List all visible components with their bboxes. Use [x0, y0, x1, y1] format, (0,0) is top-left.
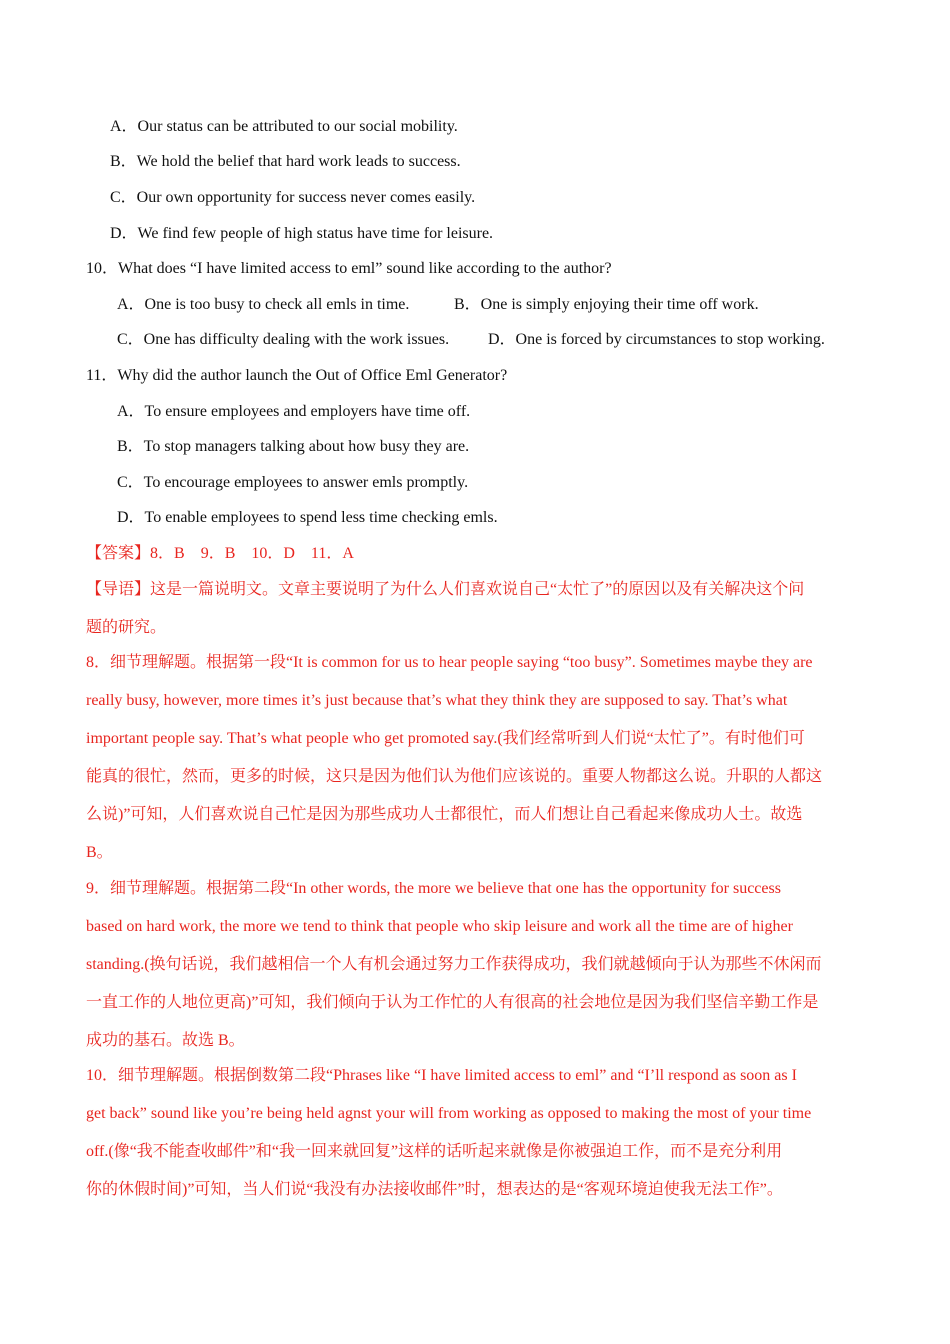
explain9-line: 成功的基石。故选 B。: [86, 1032, 245, 1049]
explain9-line: based on hard work, the more we tend to think that people who skip leisure and work all the time are of higher: [86, 918, 793, 935]
q11-option-c: C．To encourage employees to answer emls promptly.: [117, 474, 469, 491]
q9-option-d: D．We find few people of high status have time for leisure.: [110, 225, 494, 242]
q10-option-d: D．One is forced by circumstances to stop working.: [488, 331, 825, 348]
explain10-line: 你的休假时间)”可知，当人们说“我没有办法接收邮件”时，想表达的是“客观环境迫使我无法工作”。: [86, 1181, 783, 1198]
answer-tag: 【答案】: [86, 545, 151, 562]
explain9-line: 一直工作的人地位更高)”可知，我们倾向于认为工作忙的人有很高的社会地位是因为我们坚信辛勤工作是: [86, 994, 819, 1011]
guide-tag: 【导语】: [86, 581, 151, 598]
q11-stem: 11．Why did the author launch the Out of Office Eml Generator?: [86, 367, 508, 384]
explain8-line: 么说)”可知，人们喜欢说自己忙是因为那些成功人士都很忙，而人们想让自己看起来像成功人士。故选: [86, 806, 803, 823]
q9-option-b: B．We hold the belief that hard work leads to success.: [110, 153, 461, 170]
q11-option-b: B．To stop managers talking about how busy they are.: [117, 438, 470, 455]
q10-option-b: B．One is simply enjoying their time off work.: [454, 296, 759, 313]
q10-option-a: A．One is too busy to check all emls in time.: [117, 296, 410, 313]
explain8-line: 8．细节理解题。根据第一段“It is common for us to hear people saying “too busy”. Sometimes maybe they are: [86, 654, 813, 671]
answer-text: 8．B 9．B 10．D 11．A: [150, 545, 354, 562]
answer-line: [86, 544, 354, 564]
explain8-line: 能真的很忙，然而，更多的时候，这只是因为他们认为他们应该说的。重要人物都这么说。升职的人都这: [86, 768, 823, 785]
explain8-line: B。: [86, 844, 113, 861]
explain9-line: standing.(换句话说，我们越相信一个人有机会通过努力工作获得成功，我们就越倾向于认为那些不休闲而: [86, 956, 822, 973]
q10-option-c: C．One has difficulty dealing with the work issues.: [117, 331, 450, 348]
explain8-line: important people say. That’s what people who get promoted say.(我们经常听到人们说“太忙了”。有时他们可: [86, 730, 805, 747]
guide-line-1: [86, 580, 804, 600]
explain8-line: really busy, however, more times it’s just because that’s what they think they are supposed to say. That’s what: [86, 692, 788, 709]
guide-text: 这是一篇说明文。文章主要说明了为什么人们喜欢说自己“太忙了”的原因以及有关解决这个问: [150, 581, 805, 598]
explain9-line: 9．细节理解题。根据第二段“In other words, the more we believe that one has the opportunity for success: [86, 880, 781, 897]
q11-option-a: A．To ensure employees and employers have time off.: [117, 403, 471, 420]
q9-option-c: C．Our own opportunity for success never comes easily.: [110, 189, 476, 206]
explain10-line: get back” sound like you’re being held agnst your will from working as opposed to making the most of your time: [86, 1105, 812, 1122]
q9-option-a: A．Our status can be attributed to our social mobility.: [110, 118, 458, 135]
q11-option-d: D．To enable employees to spend less time checking emls.: [117, 509, 498, 526]
explain10-line: 10．细节理解题。根据倒数第二段“Phrases like “I have limited access to eml” and “I’ll respond as soon as I: [86, 1067, 797, 1084]
guide-line-2: 题的研究。: [86, 619, 167, 636]
explain10-line: off.(像“我不能查收邮件”和“我一回来就回复”这样的话听起来就像是你被强迫工作，而不是充分利用: [86, 1143, 783, 1160]
q10-stem: 10．What does “I have limited access to eml” sound like according to the author?: [86, 260, 612, 277]
